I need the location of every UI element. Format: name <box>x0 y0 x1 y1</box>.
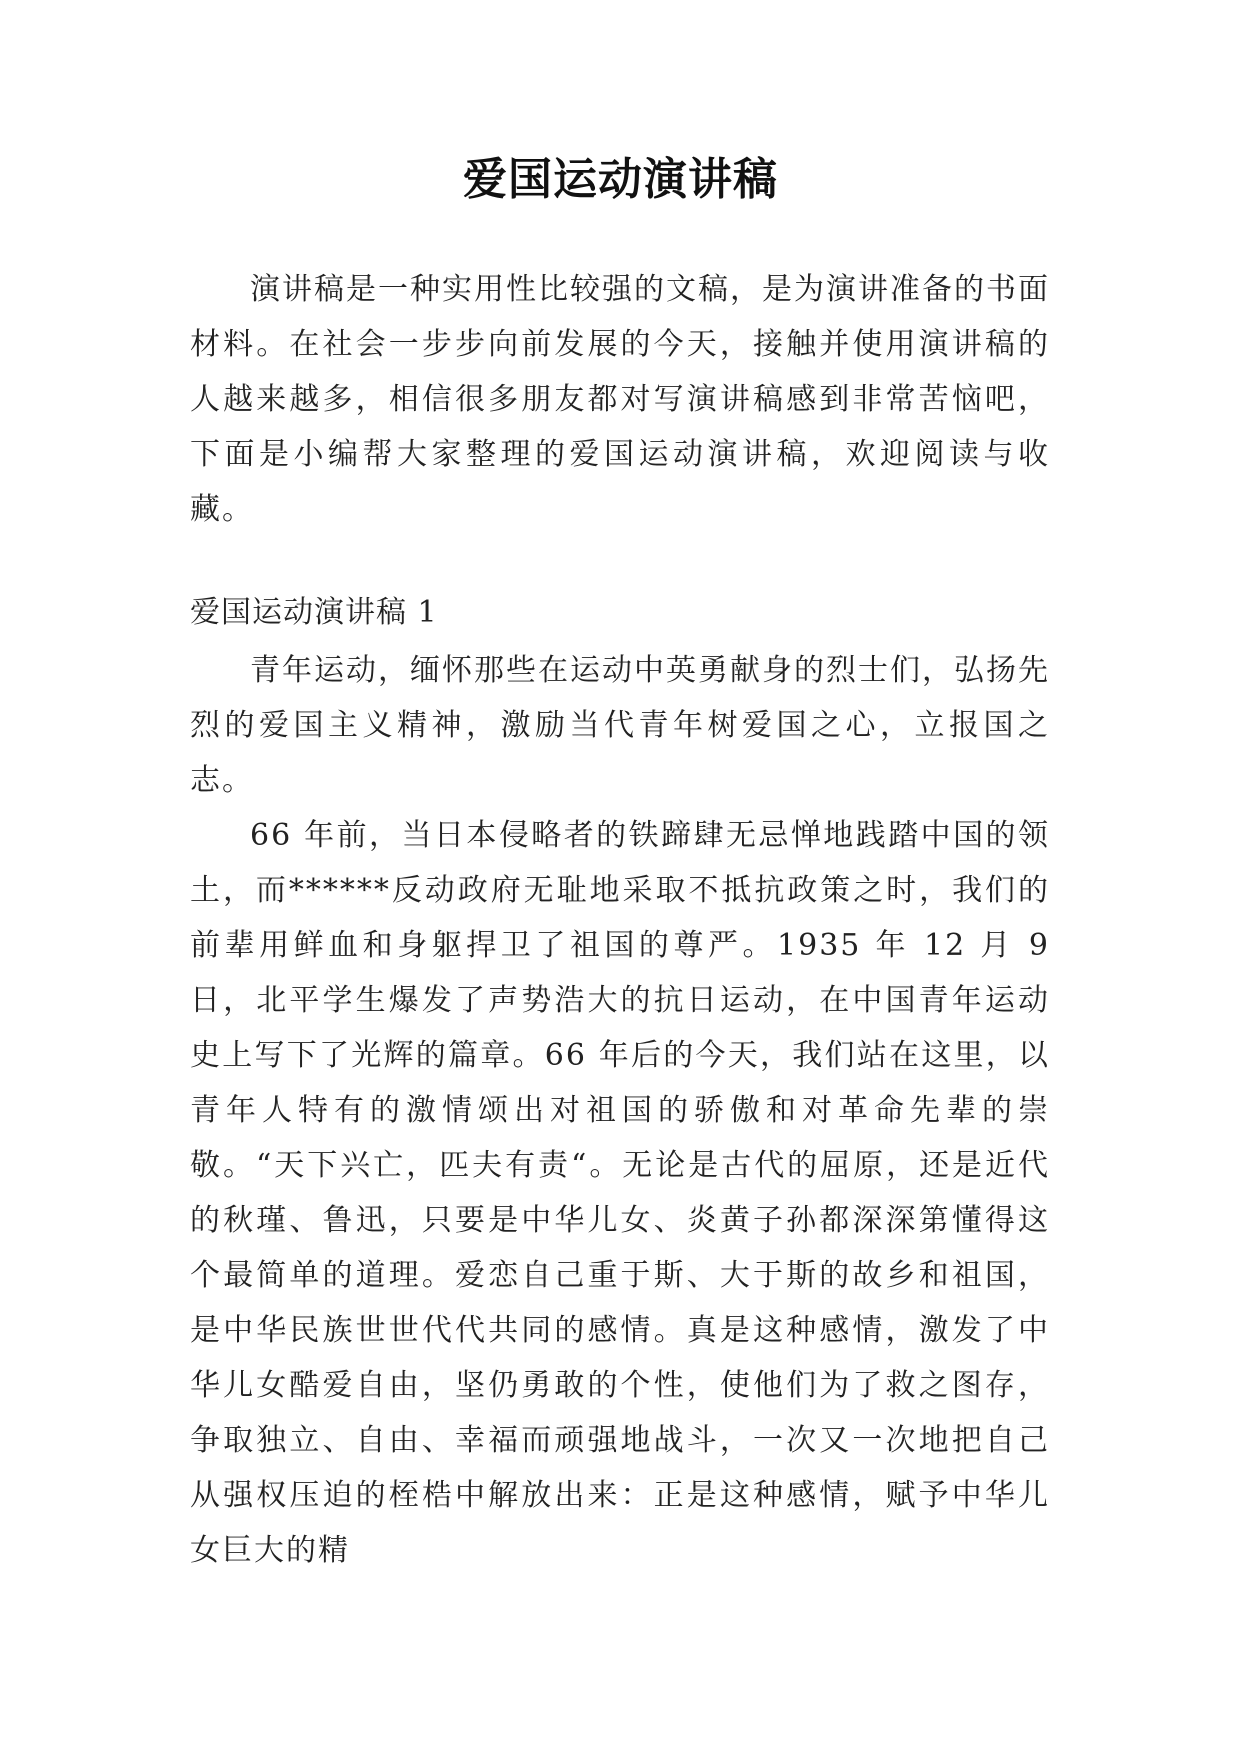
document-body <box>190 262 1050 1578</box>
intro-paragraph: 演讲稿是一种实用性比较强的文稿，是为演讲准备的书面材料。在社会一步步向前发展的今天，接触并使用演讲稿的人越来越多，相信很多朋友都对写演讲稿感到非常苦恼吧，下面是小编帮大家整理的爱国运动演讲稿，欢迎阅读与收藏。 <box>190 272 1050 527</box>
section-heading: 爱国运动演讲稿 1 <box>190 595 438 630</box>
body-paragraph-1: 青年运动，缅怀那些在运动中英勇献身的烈士们，弘扬先烈的爱国主义精神，激励当代青年树爱国之心，立报国之志。 <box>190 653 1050 798</box>
spacer <box>190 537 1050 585</box>
document-title: 爱国运动演讲稿 <box>463 154 778 205</box>
body-paragraph-2: 66 年前，当日本侵略者的铁蹄肆无忌惮地践踏中国的领土，而******反动政府无耻地采取不抵抗政策之时，我们的前辈用鲜血和身躯捍卫了祖国的尊严。1935 年 12 月 9 日，北平学生爆发了声势浩大的抗日运动，在中国青年运动史上写下了光辉的篇章。66 年后的今天，我们站在这里，以青年人特有的激情颂出对祖国的骄傲和对革命先辈的崇敬。“天下兴亡，匹夫有责“。无论是古代的屈原，还是近代的秋瑾、鲁迅，只要是中华儿女、炎黄子孙都深深第懂得这个最简单的道理。爱恋自己重于斯、大于斯的故乡和祖国，是中华民族世世代代共同的感情。真是这种感情，激发了中华儿女酷爱自由，坚仍勇敢的个性，使他们为了救之图存，争取独立、自由、幸福而顽强地战斗，一次又一次地把自己从强权压迫的桎梏中解放出来：正是这种感情，赋予中华儿女巨大的精 <box>190 818 1050 1568</box>
